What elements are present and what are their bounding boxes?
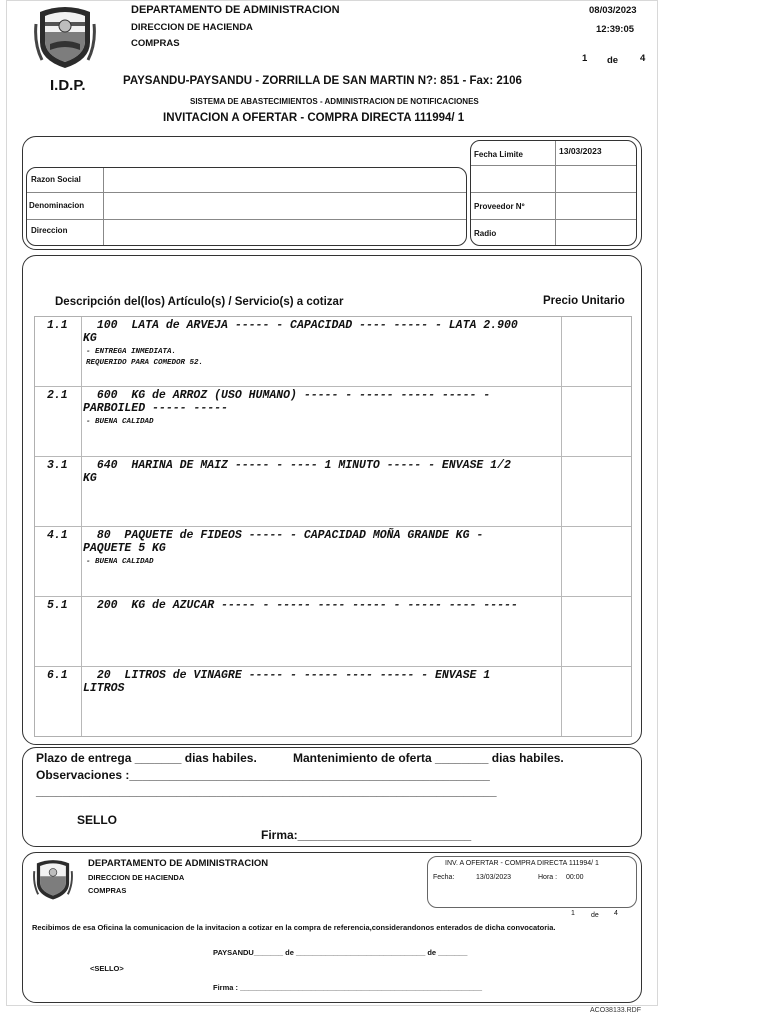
footer-code: ACO38133.RDF	[590, 1007, 641, 1014]
receipt-sub2: COMPRAS	[88, 886, 127, 895]
price-header: Precio Unitario	[543, 295, 625, 307]
page-number: 1	[582, 53, 588, 64]
item-description: 600 KG de ARROZ (USO HUMANO) ----- - ----- ----- ----- - PARBOILED ----- -----	[83, 389, 491, 415]
receipt-page-number: 1	[571, 910, 575, 917]
item-note: - BUENA CALIDAD	[86, 558, 154, 566]
item-row	[35, 387, 631, 456]
item-row	[35, 667, 631, 736]
receipt-page-total: 4	[614, 910, 618, 917]
receipt-ref: INV. A OFERTAR - COMPRA DIRECTA 111994/ 1	[445, 860, 599, 867]
fecha-limite-label: Fecha Limite	[474, 150, 523, 159]
denominacion-label: Denominacion	[29, 201, 85, 210]
receipt-sello: <SELLO>	[90, 964, 124, 973]
system-name: SISTEMA DE ABASTECIMIENTOS - ADMINISTRACION DE NOTIFICACIONES	[190, 97, 479, 106]
header-time: 12:39:05	[596, 24, 635, 35]
page-de: de	[607, 55, 619, 66]
item-number: 3.1	[47, 459, 68, 472]
item-number: 5.1	[47, 599, 68, 612]
sello-label: SELLO	[77, 813, 118, 827]
direccion-label: Direccion	[31, 226, 68, 235]
receipt-page-de: de	[591, 912, 599, 919]
org-name: I.D.P.	[50, 77, 86, 94]
receipt-fecha-label: Fecha:	[433, 874, 455, 881]
proveedor-label: Proveedor Nº	[474, 202, 525, 211]
item-description: 80 PAQUETE de FIDEOS ----- - CAPACIDAD MOÑA GRANDE KG - PAQUETE 5 KG	[83, 529, 484, 555]
item-description: 100 LATA de ARVEJA ----- - CAPACIDAD ---- ----- - LATA 2.900 KG	[83, 319, 518, 345]
item-description: 200 KG de AZUCAR ----- - ----- ---- ----- - ----- ---- -----	[83, 599, 518, 612]
fecha-limite-value: 13/03/2023	[559, 146, 602, 156]
observaciones: Observaciones :______________________________________________________	[36, 768, 490, 782]
item-row	[35, 597, 631, 666]
item-note: - BUENA CALIDAD	[86, 418, 154, 426]
radio-label: Radio	[474, 229, 497, 238]
receipt-dept: DEPARTAMENTO DE ADMINISTRACION	[88, 858, 269, 869]
receipt-hora-value: 00:00	[566, 874, 584, 881]
header-dept: DEPARTAMENTO DE ADMINISTRACION	[131, 4, 340, 16]
item-row	[35, 457, 631, 526]
item-row	[35, 527, 631, 596]
header-date: 08/03/2023	[589, 5, 637, 16]
document-title: INVITACION A OFERTAR - COMPRA DIRECTA 111994/ 1	[163, 112, 465, 124]
item-description: 640 HARINA DE MAIZ ----- - ---- 1 MINUTO ----- - ENVASE 1/2 KG	[83, 459, 511, 485]
description-header: Descripción del(los) Artículo(s) / Servicio(s) a cotizar	[55, 296, 344, 308]
mantenimiento-oferta: Mantenimiento de oferta ________ dias habiles.	[293, 751, 564, 765]
item-note: - ENTREGA INMEDIATA. REQUERIDO PARA COMEDOR 52.	[86, 348, 204, 367]
supplier-inner-box	[26, 167, 467, 246]
observaciones-line2: _____________________________________________________________________	[36, 784, 497, 798]
razon-social-label: Razon Social	[31, 175, 81, 184]
plazo-entrega: Plazo de entrega _______ dias habiles.	[36, 751, 257, 765]
item-number: 1.1	[47, 319, 68, 332]
header-sub2: COMPRAS	[131, 38, 180, 49]
coat-of-arms-logo	[34, 4, 96, 70]
header-address: PAYSANDU-PAYSANDU - ZORRILLA DE SAN MARTIN N?: 851 - Fax: 2106	[123, 75, 522, 87]
firma-line: Firma:__________________________	[261, 828, 472, 842]
receipt-sub1: DIRECCION DE HACIENDA	[88, 873, 185, 882]
receipt-place-line: PAYSANDU_______ de _______________________________ de _______	[213, 948, 468, 957]
page-total: 4	[640, 53, 646, 64]
item-row	[35, 317, 631, 386]
receipt-firma: Firma : __________________________________________________________	[213, 983, 483, 992]
item-number: 2.1	[47, 389, 68, 402]
receipt-hora-label: Hora :	[538, 874, 558, 881]
header-sub1: DIRECCION DE HACIENDA	[131, 22, 253, 33]
receipt-fecha-value: 13/03/2023	[476, 874, 512, 881]
item-description: 20 LITROS de VINAGRE ----- - ----- ---- ----- - ENVASE 1 LITROS	[83, 669, 491, 695]
item-number: 6.1	[47, 669, 68, 682]
receipt-coat-of-arms-logo	[33, 857, 73, 902]
receipt-text: Recibimos de esa Oficina la comunicacion de la invitacion a cotizar en la compra de referencia,considerandonos enterados de dicha convocatoria.	[32, 923, 556, 932]
item-number: 4.1	[47, 529, 68, 542]
